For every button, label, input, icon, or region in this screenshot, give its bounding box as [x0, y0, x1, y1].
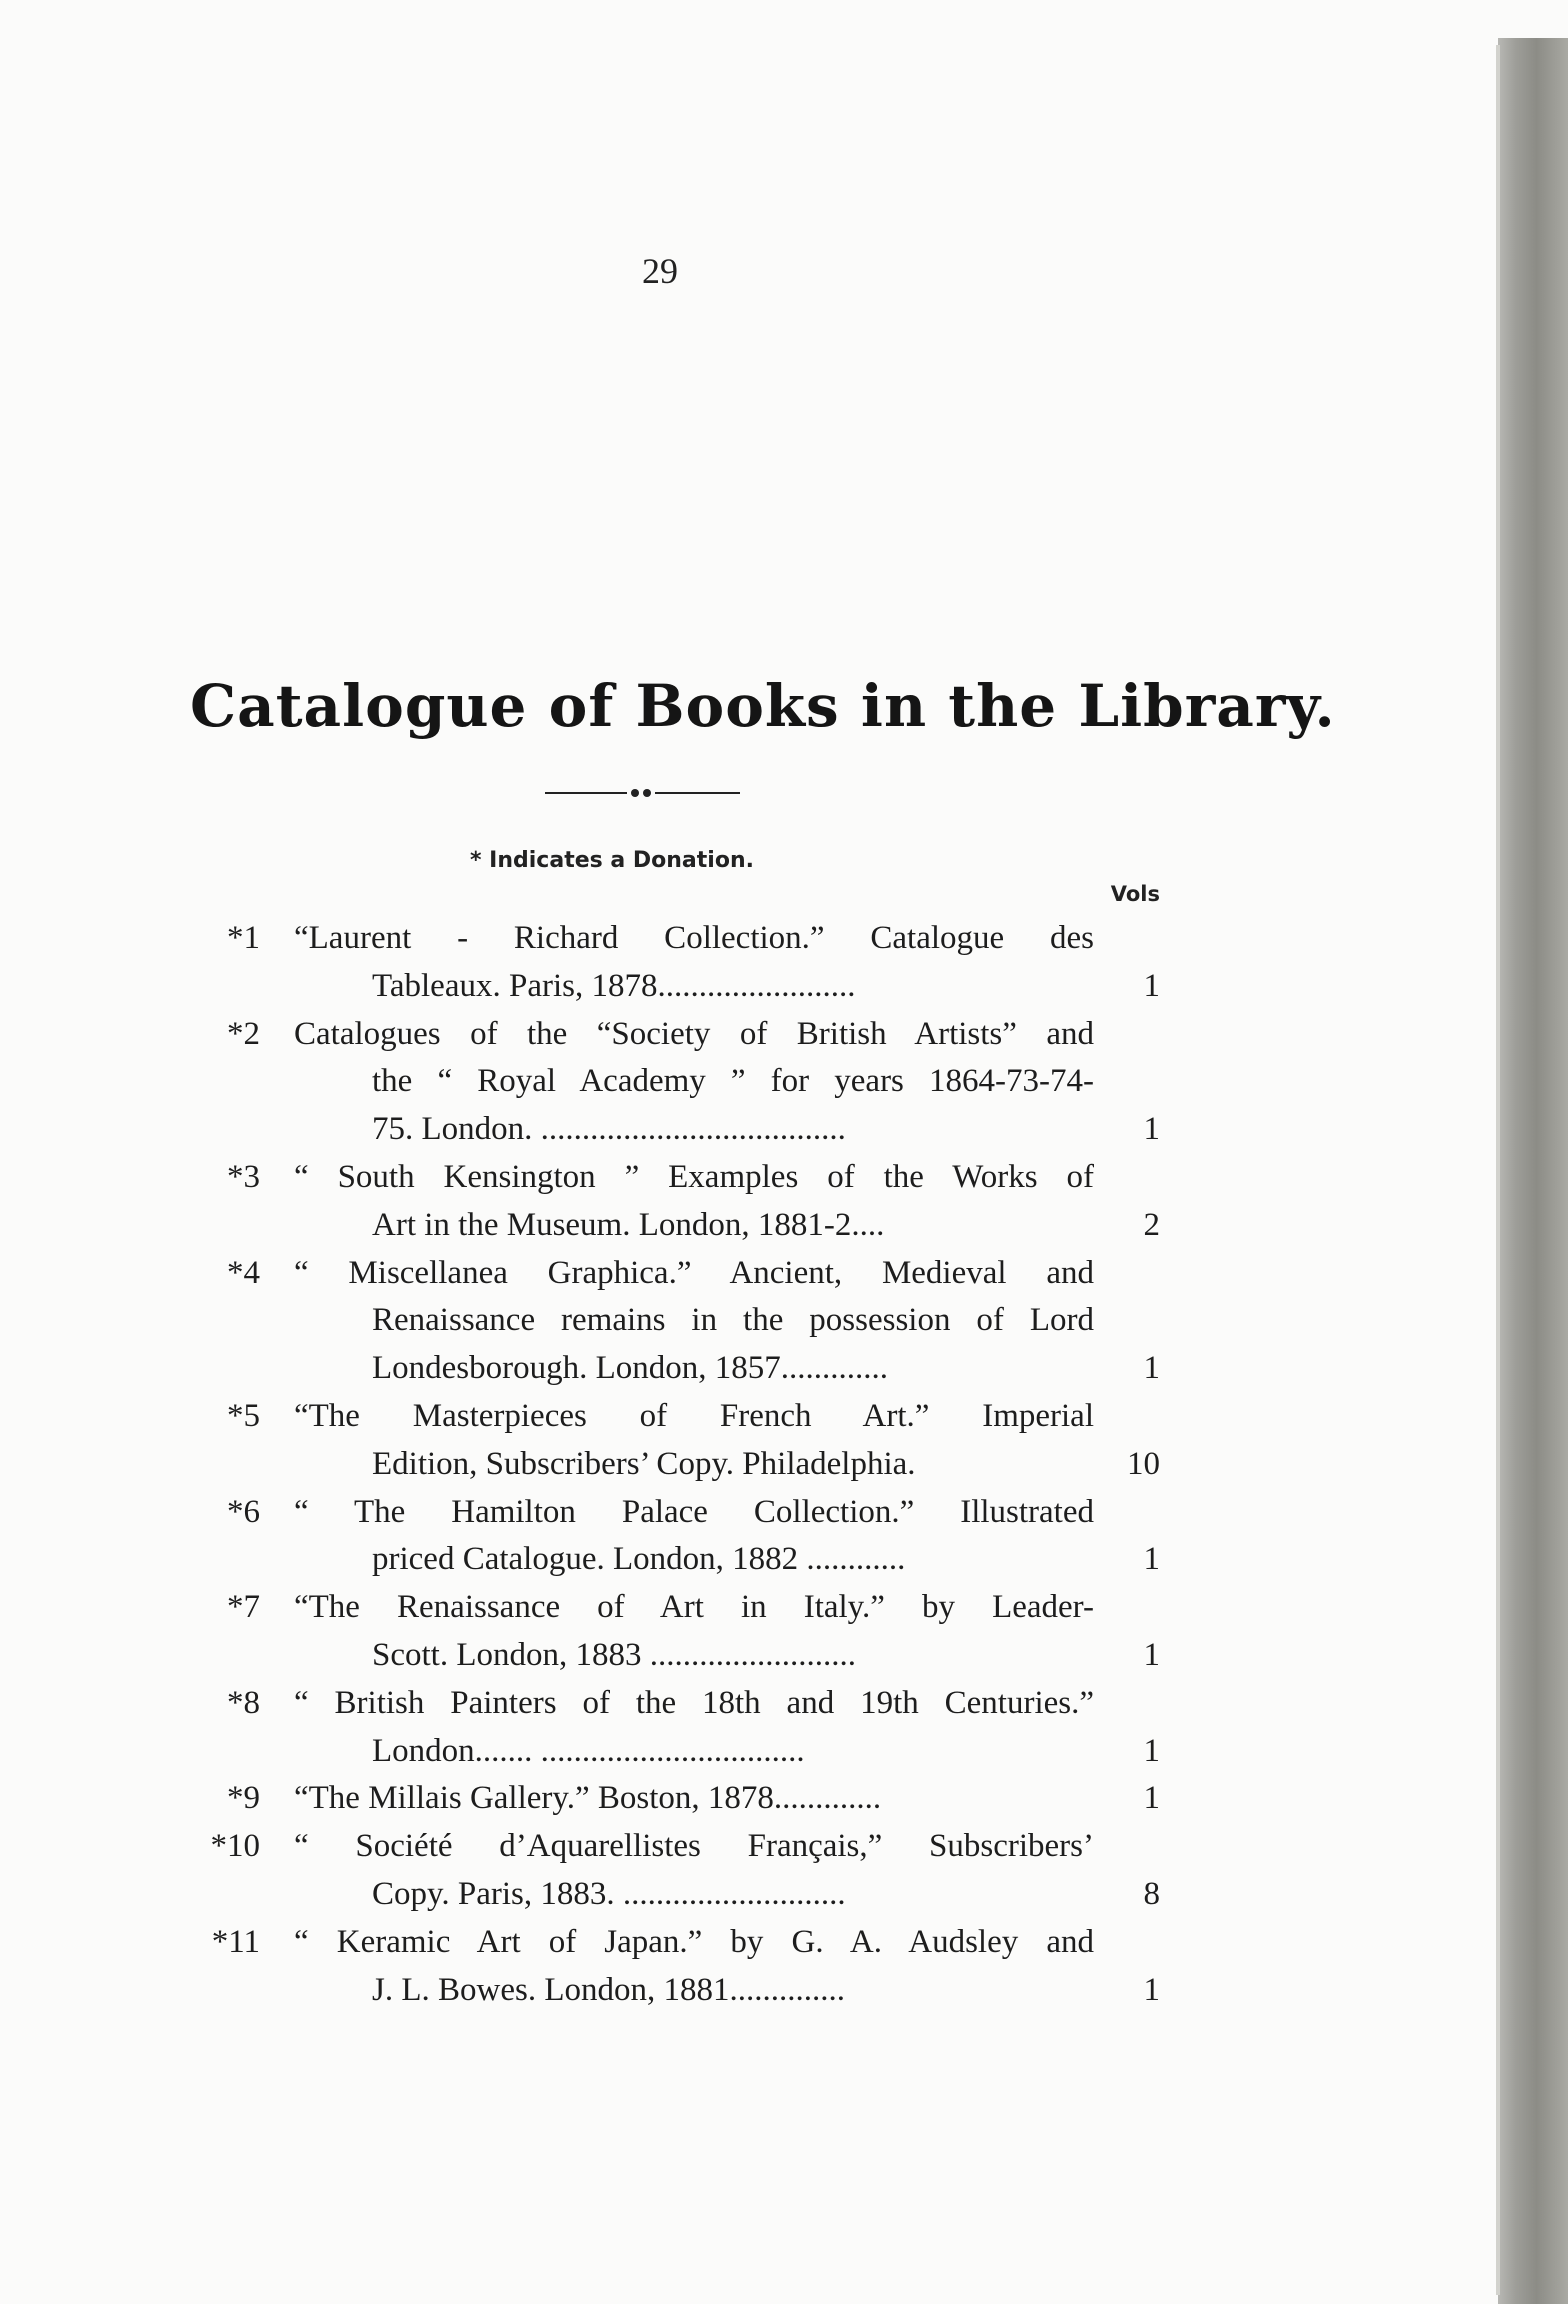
page-title: Catalogue of Books in the Library. [190, 672, 1336, 740]
entry-number: *7 [227, 1589, 260, 1626]
entry-text: London....... ................................ [372, 1732, 805, 1769]
entry-volume-count: 1 [1143, 967, 1160, 1004]
catalogue-line [0, 1057, 1200, 1105]
entry-text: 75. London. ..................................... [372, 1111, 846, 1148]
entry-text: Copy. Paris, 1883. ........................... [372, 1876, 846, 1912]
entry-number: *3 [227, 1159, 260, 1195]
entry-text: “ The Hamilton Palace Collection.” Illustrated [294, 1493, 1094, 1530]
catalogue-line [0, 1918, 1200, 1966]
catalogue-line [0, 1583, 1200, 1631]
entry-text: “ Keramic Art of Japan.” by G. A. Audsley and [294, 1923, 1094, 1960]
catalogue-line [0, 1870, 1200, 1918]
entry-text: “ South Kensington ” Examples of the Works of [294, 1159, 1094, 1195]
catalogue-line [0, 1822, 1200, 1870]
entry-number: *8 [227, 1684, 260, 1721]
catalogue-line [0, 1774, 1200, 1822]
entry-text: “Laurent - Richard Collection.” Catalogue des [294, 920, 1094, 956]
entry-number: *11 [211, 1923, 260, 1960]
vols-column-header: Vols [1110, 882, 1160, 906]
entry-text: Scott. London, 1883 ......................... [372, 1637, 856, 1673]
entry-volume-count: 8 [1143, 1876, 1160, 1912]
catalogue-line [0, 1727, 1200, 1775]
catalogue-line [0, 1679, 1200, 1727]
title-ornament [545, 786, 740, 800]
book-spine-edge [1498, 38, 1568, 2304]
catalogue-line [0, 1535, 1200, 1583]
entry-text: the “ Royal Academy ” for years 1864-73-74- [372, 1063, 1094, 1100]
entry-volume-count: 10 [1127, 1445, 1160, 1482]
entry-text: Catalogues of the “Society of British Artists” and [294, 1015, 1094, 1052]
catalogue-line [0, 1966, 1200, 2014]
entry-text: “ British Painters of the 18th and 19th Centuries.” [294, 1684, 1094, 1721]
entry-text: “ Miscellanea Graphica.” Ancient, Medieval and [294, 1254, 1094, 1291]
entry-text: Edition, Subscribers’ Copy. Philadelphia. [372, 1445, 916, 1482]
catalogue-line [0, 1105, 1200, 1153]
entry-text: Londesborough. London, 1857............. [372, 1350, 889, 1387]
entry-text: Renaissance remains in the possession of Lord [372, 1302, 1094, 1339]
entry-volume-count: 1 [1143, 1637, 1160, 1673]
entry-text: priced Catalogue. London, 1882 ............ [372, 1541, 906, 1578]
catalogue-line [0, 1488, 1200, 1536]
entry-text: Tableaux. Paris, 1878........................ [372, 967, 856, 1004]
donation-note: * Indicates a Donation. [470, 848, 754, 873]
entry-text: “The Masterpieces of French Art.” Imperial [294, 1398, 1094, 1434]
entry-volume-count: 1 [1143, 1971, 1160, 2008]
page-edge [1496, 45, 1500, 2295]
entry-number: *5 [227, 1398, 260, 1434]
entry-number: *1 [227, 920, 260, 956]
catalogue-line [0, 962, 1200, 1010]
catalogue-line [0, 1249, 1200, 1297]
catalogue-line [0, 1296, 1200, 1344]
entry-number: *9 [227, 1780, 260, 1817]
entry-volume-count: 2 [1143, 1206, 1160, 1243]
page-number: 29 [642, 251, 678, 291]
catalogue-line [0, 1631, 1200, 1679]
entry-volume-count: 1 [1143, 1350, 1160, 1387]
entry-volume-count: 1 [1143, 1541, 1160, 1578]
entry-number: *10 [210, 1828, 260, 1865]
entry-text: “ Société d’Aquarellistes Français,” Subscribers’ [294, 1828, 1094, 1865]
entry-volume-count: 1 [1143, 1780, 1160, 1817]
entry-text: “The Renaissance of Art in Italy.” by Leader- [294, 1589, 1094, 1626]
catalogue-line [0, 1010, 1200, 1058]
entry-text: Art in the Museum. London, 1881-2.... [372, 1206, 885, 1243]
entry-volume-count: 1 [1143, 1732, 1160, 1769]
entry-volume-count: 1 [1143, 1111, 1160, 1148]
entry-number: *6 [227, 1493, 260, 1530]
catalogue-line [0, 1344, 1200, 1392]
entry-text: J. L. Bowes. London, 1881.............. [372, 1971, 845, 2008]
entry-text: “The Millais Gallery.” Boston, 1878............. [294, 1780, 882, 1817]
catalogue-line [0, 1153, 1200, 1201]
catalogue-line [0, 1201, 1200, 1249]
catalogue-line [0, 1440, 1200, 1488]
catalogue-line [0, 914, 1200, 962]
entry-number: *4 [227, 1254, 260, 1291]
catalogue-line [0, 1392, 1200, 1440]
entry-number: *2 [227, 1015, 260, 1052]
